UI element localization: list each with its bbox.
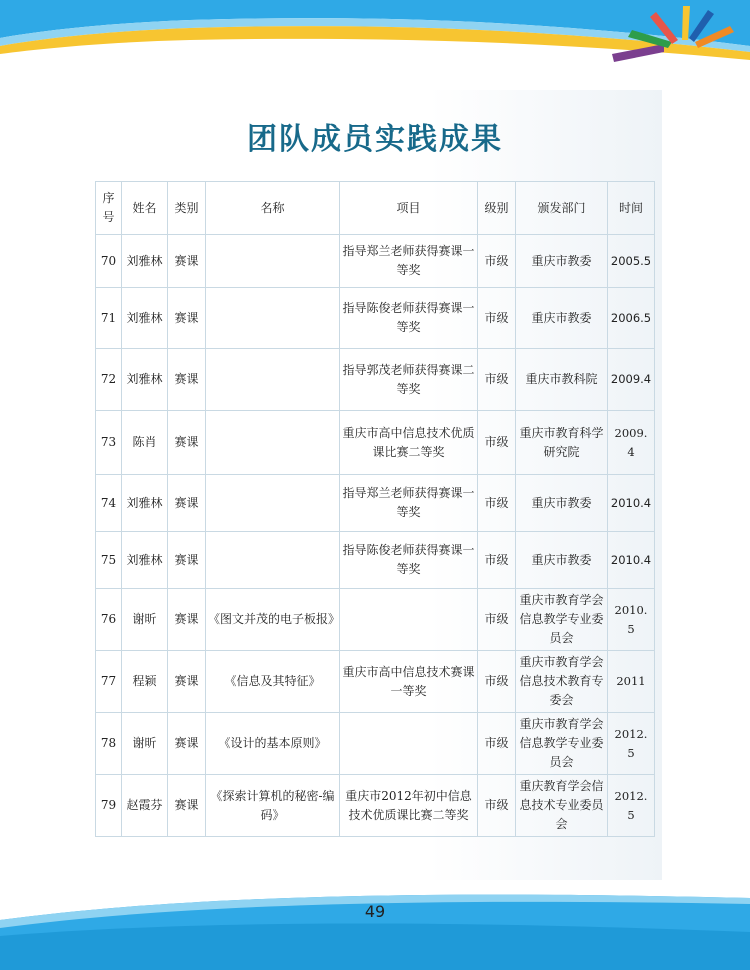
table-row <box>96 288 655 349</box>
cell-title: 《信息及其特征》 <box>206 651 340 713</box>
cell-type: 赛课 <box>168 411 206 475</box>
cell-no: 76 <box>96 589 122 651</box>
cell-no: 78 <box>96 713 122 775</box>
cell-title <box>206 475 340 532</box>
cell-no: 70 <box>96 235 122 288</box>
table-row <box>96 411 655 475</box>
cell-project: 指导陈俊老师获得赛课一等奖 <box>340 288 478 349</box>
cell-title <box>206 411 340 475</box>
cell-title <box>206 532 340 589</box>
cell-type: 赛课 <box>168 235 206 288</box>
header-cell-no: 序号 <box>96 182 122 235</box>
cell-time: 2006.5 <box>608 288 655 349</box>
cell-name: 谢昕 <box>122 589 168 651</box>
table-row <box>96 532 655 589</box>
header-cell-time: 时间 <box>608 182 655 235</box>
cell-project: 指导郭茂老师获得赛课二等奖 <box>340 349 478 411</box>
cell-level: 市级 <box>478 411 516 475</box>
cell-project: 重庆市2012年初中信息技术优质课比赛二等奖 <box>340 775 478 837</box>
cell-dept: 重庆市教委 <box>516 288 608 349</box>
cell-type: 赛课 <box>168 288 206 349</box>
cell-type: 赛课 <box>168 532 206 589</box>
cell-project: 指导陈俊老师获得赛课一等奖 <box>340 532 478 589</box>
cell-no: 71 <box>96 288 122 349</box>
cell-dept: 重庆市教委 <box>516 532 608 589</box>
header-cell-dept: 颁发部门 <box>516 182 608 235</box>
cell-type: 赛课 <box>168 651 206 713</box>
cell-title <box>206 288 340 349</box>
cell-project: 指导郑兰老师获得赛课一等奖 <box>340 235 478 288</box>
cell-dept: 重庆教育学会信息技术专业委员会 <box>516 775 608 837</box>
cell-time: 2009. 4 <box>608 411 655 475</box>
header-cell-type: 类别 <box>168 182 206 235</box>
cell-name: 陈肖 <box>122 411 168 475</box>
cell-title: 《设计的基本原则》 <box>206 713 340 775</box>
cell-level: 市级 <box>478 288 516 349</box>
cell-level: 市级 <box>478 349 516 411</box>
cell-time: 2012. 5 <box>608 775 655 837</box>
cell-name: 刘雅林 <box>122 288 168 349</box>
cell-time: 2012. 5 <box>608 713 655 775</box>
cell-name: 程颖 <box>122 651 168 713</box>
header-cell-level: 级别 <box>478 182 516 235</box>
cell-time: 2010.4 <box>608 532 655 589</box>
cell-dept: 重庆市教育科学研究院 <box>516 411 608 475</box>
cell-title: 《探索计算机的秘密-编码》 <box>206 775 340 837</box>
cell-dept: 重庆市教科院 <box>516 349 608 411</box>
cell-no: 79 <box>96 775 122 837</box>
header-cell-name: 姓名 <box>122 182 168 235</box>
table-row <box>96 713 655 775</box>
cell-no: 75 <box>96 532 122 589</box>
table-row <box>96 349 655 411</box>
table-row <box>96 589 655 651</box>
cell-name: 赵霞芬 <box>122 775 168 837</box>
cell-type: 赛课 <box>168 475 206 532</box>
cell-time: 2011 <box>608 651 655 713</box>
table-header-row <box>96 182 655 235</box>
cell-time: 2010.4 <box>608 475 655 532</box>
cell-level: 市级 <box>478 713 516 775</box>
cell-name: 刘雅林 <box>122 475 168 532</box>
cell-dept: 重庆市教育学会信息教学专业委员会 <box>516 589 608 651</box>
cell-name: 谢昕 <box>122 713 168 775</box>
cell-level: 市级 <box>478 532 516 589</box>
cell-level: 市级 <box>478 475 516 532</box>
cell-name: 刘雅林 <box>122 235 168 288</box>
cell-no: 77 <box>96 651 122 713</box>
cell-dept: 重庆市教育学会信息教学专业委员会 <box>516 713 608 775</box>
cell-level: 市级 <box>478 589 516 651</box>
table-row <box>96 475 655 532</box>
cell-name: 刘雅林 <box>122 349 168 411</box>
page-number: 49 <box>364 902 386 921</box>
cell-time: 2005.5 <box>608 235 655 288</box>
cell-project <box>340 589 478 651</box>
header-cell-project: 项目 <box>340 182 478 235</box>
cell-project: 重庆市高中信息技术赛课一等奖 <box>340 651 478 713</box>
cell-no: 72 <box>96 349 122 411</box>
cell-name: 刘雅林 <box>122 532 168 589</box>
cell-project <box>340 713 478 775</box>
cell-type: 赛课 <box>168 589 206 651</box>
cell-title <box>206 235 340 288</box>
cell-dept: 重庆市教育学会信息技术教育专委会 <box>516 651 608 713</box>
cell-type: 赛课 <box>168 349 206 411</box>
cell-level: 市级 <box>478 235 516 288</box>
cell-time: 2010. 5 <box>608 589 655 651</box>
cell-no: 74 <box>96 475 122 532</box>
table-row <box>96 775 655 837</box>
table-row <box>96 235 655 288</box>
header-wave-band <box>0 0 750 90</box>
cell-type: 赛课 <box>168 775 206 837</box>
cell-title <box>206 349 340 411</box>
table-row <box>96 651 655 713</box>
cell-level: 市级 <box>478 651 516 713</box>
cell-project: 指导郑兰老师获得赛课一等奖 <box>340 475 478 532</box>
cell-no: 73 <box>96 411 122 475</box>
cell-level: 市级 <box>478 775 516 837</box>
cell-project: 重庆市高中信息技术优质课比赛二等奖 <box>340 411 478 475</box>
page-title: 团队成员实践成果 <box>247 122 503 157</box>
cell-time: 2009.4 <box>608 349 655 411</box>
header-cell-title: 名称 <box>206 182 340 235</box>
footer-wave-band <box>0 880 750 970</box>
cell-dept: 重庆市教委 <box>516 235 608 288</box>
cell-dept: 重庆市教委 <box>516 475 608 532</box>
cell-type: 赛课 <box>168 713 206 775</box>
cell-title: 《图文并茂的电子板报》 <box>206 589 340 651</box>
results-table <box>95 181 655 837</box>
